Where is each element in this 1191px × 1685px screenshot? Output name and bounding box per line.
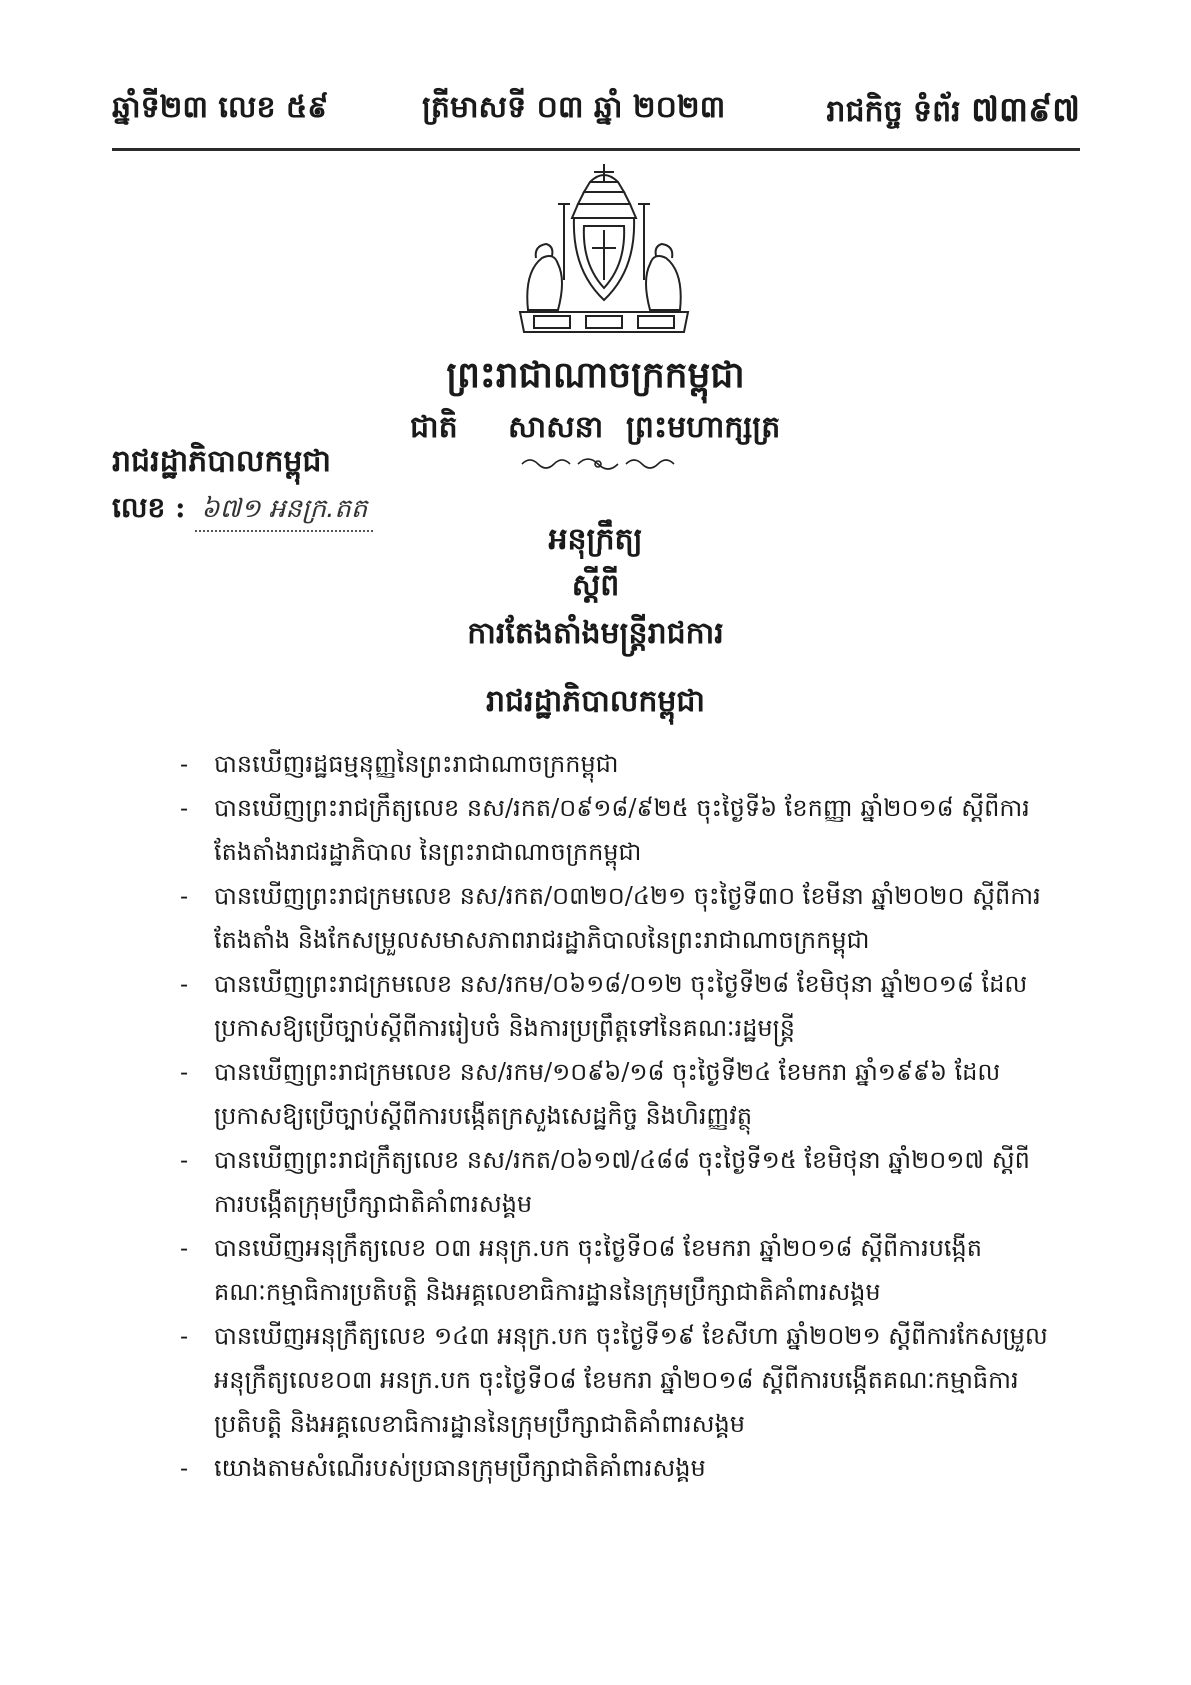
bullet-dash: - — [180, 1234, 189, 1262]
considerations-list — [180, 742, 1050, 1490]
list-item — [180, 1138, 1050, 1226]
gazette-header — [112, 88, 1080, 138]
bullet-dash: - — [180, 1146, 189, 1174]
list-item — [180, 1314, 1050, 1446]
consideration-text: បានឃើញព្រះរាជក្រមលេខ នស/រកម/០៦១៨/០១២ ចុះថ្ងៃទី២៨ ខែមិថុនា ឆ្នាំ២០១៨ ដែលប្រកាសឱ្យប្រើច្បាប់ស្តីពីការរៀបចំ និងការប្រព្រឹត្តទៅនៃគណៈរដ្ឋមន្ត្រី — [214, 970, 1028, 1042]
list-item — [180, 786, 1050, 874]
list-item — [180, 874, 1050, 962]
header-divider — [112, 148, 1080, 151]
list-item — [180, 962, 1050, 1050]
document-about: ស្តីពី — [571, 568, 620, 603]
gazette-page-label: រាជកិច្ច ទំព័រ — [826, 94, 961, 129]
gazette-quarter: ត្រីមាសទី ០៣ ឆ្នាំ ២០២៣ — [422, 90, 726, 125]
motto-religion: សាសនា — [508, 410, 604, 445]
bullet-dash: - — [180, 882, 189, 910]
consideration-text: បានឃើញព្រះរាជក្រមលេខ នស/រកត/០៣២០/៤២១ ចុះថ្ងៃទី៣០ ខែមីនា ឆ្នាំ២០២០ ស្តីពីការតែងតាំង និងកែសម្រួលសមាសភាពរាជរដ្ឋាភិបាលនៃព្រះរាជាណាចក្រកម្ពុជា — [214, 882, 1041, 954]
gazette-year-issue: ឆ្នាំទី២៣ លេខ ៥៩ — [112, 90, 329, 125]
list-item — [180, 1050, 1050, 1138]
document-type: អនុក្រឹត្យ — [548, 522, 643, 557]
bullet-dash: - — [180, 1454, 189, 1482]
consideration-text: យោងតាមសំណើរបស់ប្រធានក្រុមប្រឹក្សាជាតិគាំពារសង្គម — [214, 1454, 706, 1482]
preamble-heading: រាជរដ្ឋាភិបាលកម្ពុជា — [486, 684, 705, 719]
bullet-dash: - — [180, 970, 189, 998]
kingdom-name: ព្រះរាជាណាចក្រកម្ពុជា — [446, 354, 745, 396]
motto-king: ព្រះមហាក្សត្រ — [626, 410, 781, 445]
consideration-text: បានឃើញអនុក្រឹត្យលេខ ០៣ អនុក្រ.បក ចុះថ្ងៃទី០៨ ខែមករា ឆ្នាំ២០១៨ ស្តីពីការបង្កើតគណៈកម្មាធិការប្រតិបត្តិ និងអគ្គលេខាធិការដ្ឋាននៃក្រុមប្រឹក្សាជាតិគាំពារសង្គម — [214, 1234, 983, 1306]
document-subject: ការតែងតាំងមន្ត្រីរាជការ — [467, 616, 724, 651]
royal-coat-of-arms-icon — [514, 160, 694, 350]
consideration-text: បានឃើញព្រះរាជក្រមលេខ នស/រកម/១០៩៦/១៨ ចុះថ្ងៃទី២៤ ខែមករា ឆ្នាំ១៩៩៦ ដែលប្រកាសឱ្យប្រើច្បាប់ស្តីពីការបង្កើតក្រសួងសេដ្ឋកិច្ច និងហិរញ្ញវត្ថុ — [214, 1058, 1001, 1130]
motto-nation: ជាតិ — [410, 410, 458, 445]
list-item — [180, 1226, 1050, 1314]
gazette-page-number: ៧៣៩៧ — [971, 90, 1080, 130]
decree-number-label: លេខ : — [112, 491, 186, 524]
decree-number-handwritten: ៦៧១ អនក្រ.តត — [195, 492, 373, 532]
ornament-divider-icon — [518, 452, 678, 476]
list-item — [180, 742, 1050, 786]
gazette-page — [826, 88, 1080, 138]
bullet-dash: - — [180, 794, 189, 822]
consideration-text: បានឃើញរដ្ឋធម្មនុញ្ញនៃព្រះរាជាណាចក្រកម្ពុជា — [214, 750, 619, 778]
issuing-authority: រាជរដ្ឋាភិបាលកម្ពុជា — [112, 444, 331, 479]
consideration-text: បានឃើញព្រះរាជក្រឹត្យលេខ នស/រកត/០៩១៨/៩២៥ ចុះថ្ងៃទី៦ ខែកញ្ញា ឆ្នាំ២០១៨ ស្តីពីការតែងតាំងរាជរដ្ឋាភិបាល នៃព្រះរាជាណាចក្រកម្ពុជា — [214, 794, 1030, 866]
bullet-dash: - — [180, 750, 189, 778]
list-item — [180, 1446, 1050, 1490]
bullet-dash: - — [180, 1058, 189, 1086]
consideration-text: បានឃើញព្រះរាជក្រឹត្យលេខ នស/រកត/០៦១៧/៤៨៨ ចុះថ្ងៃទី១៥ ខែមិថុនា ឆ្នាំ២០១៧ ស្តីពីការបង្កើតក្រុមប្រឹក្សាជាតិគាំពារសង្គម — [214, 1146, 1030, 1218]
bullet-dash: - — [180, 1322, 189, 1350]
consideration-text: បានឃើញអនុក្រឹត្យលេខ ១៤៣ អនុក្រ.បក ចុះថ្ងៃទី១៩ ខែសីហា ឆ្នាំ២០២១ ស្តីពីការកែសម្រួលអនុក្រឹត្យលេខ០៣ អនក្រ.បក ចុះថ្ងៃទី០៨ ខែមករា ឆ្នាំ២០១៨ ស្តីពីការបង្កើតគណៈកម្មាធិការប្រតិបត្តិ និងអគ្គលេខាធិការដ្ឋាននៃក្រុមប្រឹក្សាជាតិគាំពារសង្គម — [214, 1322, 1048, 1438]
